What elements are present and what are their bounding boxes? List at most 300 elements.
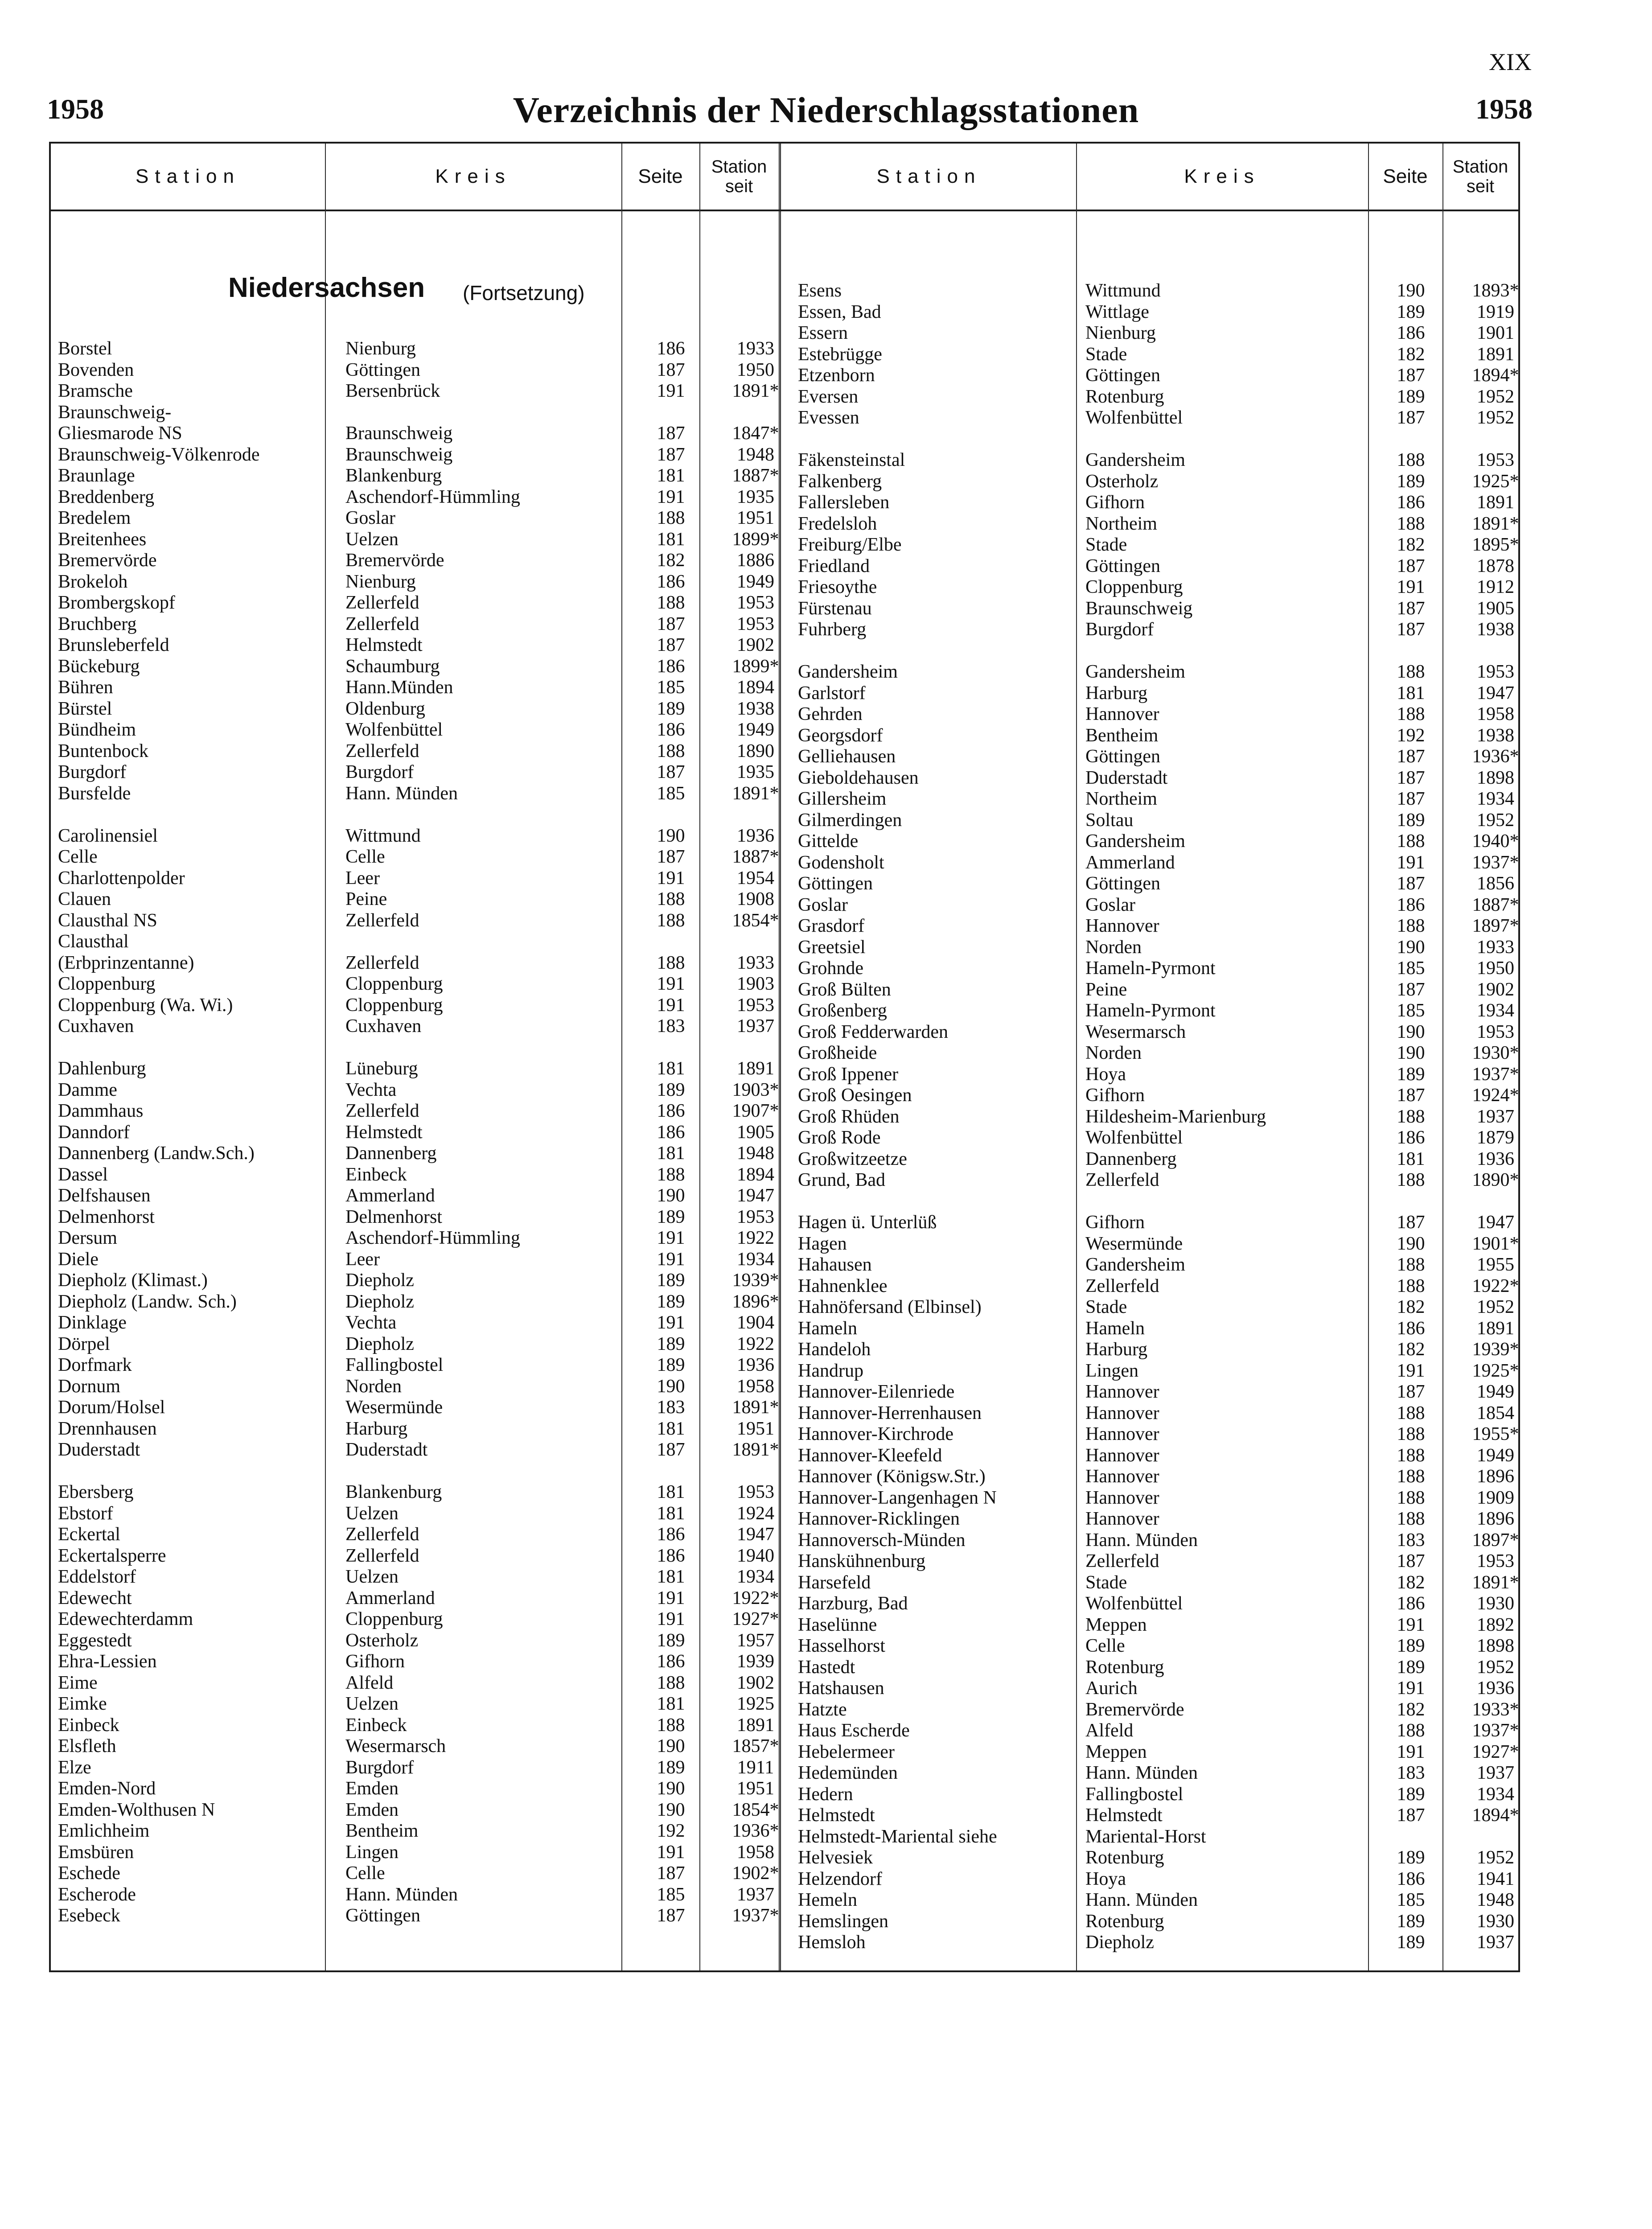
table-row [58, 1842, 780, 1863]
station-since-year: 1922 [737, 1228, 774, 1248]
seite-number: 189 [1397, 1636, 1425, 1656]
seite-number: 191 [1397, 1360, 1425, 1381]
table-row [798, 365, 1520, 386]
table-row [58, 1757, 780, 1778]
station-since-year: 1878 [1477, 555, 1514, 576]
table-row [798, 322, 1520, 344]
station-name: Bramsche [58, 381, 133, 401]
kreis-name: Zellerfeld [1085, 1275, 1159, 1296]
table-row [58, 1715, 780, 1736]
station-since-year: 1903 [737, 974, 774, 994]
kreis-name: Hann. Münden [345, 1884, 458, 1905]
table-row [798, 810, 1520, 831]
kreis-name: Mariental-Horst [1085, 1826, 1206, 1847]
station-since-year: 1899* [732, 529, 779, 550]
station-since-year: 1953 [1477, 1021, 1514, 1042]
station-name: Bursfelde [58, 783, 131, 804]
station-since-year: 1924* [1472, 1085, 1519, 1106]
table-row [798, 344, 1520, 365]
seite-number: 186 [1397, 1593, 1425, 1614]
kreis-name: Uelzen [345, 529, 399, 550]
station-name: Braunschweig-Völkenrode [58, 444, 260, 465]
station-since-year: 1937* [1472, 1720, 1519, 1741]
station-name: Hannover-Langenhagen N [798, 1487, 997, 1508]
station-name: Dannenberg (Landw.Sch.) [58, 1143, 255, 1164]
seite-number: 187 [1397, 598, 1425, 619]
kreis-name: Hameln-Pyrmont [1085, 1000, 1216, 1021]
station-name: Eggestedt [58, 1630, 132, 1651]
station-since-year: 1894 [737, 1164, 774, 1185]
table-row [798, 555, 1520, 577]
station-name: Esens [798, 280, 842, 301]
kreis-name: Vechta [345, 1312, 397, 1333]
station-name: Duderstadt [58, 1439, 140, 1460]
kreis-name: Osterholz [1085, 471, 1159, 492]
seite-number: 188 [1397, 450, 1425, 470]
station-name: Großheide [798, 1043, 877, 1063]
seite-number: 192 [657, 1821, 685, 1841]
seite-number: 186 [1397, 492, 1425, 513]
table-row [58, 1905, 780, 1926]
seite-number: 188 [657, 508, 685, 528]
table-row [58, 1249, 780, 1270]
station-since-year: 1936* [732, 1821, 779, 1841]
station-name: Eckertal [58, 1524, 120, 1545]
kreis-name: Bremervörde [1085, 1699, 1184, 1720]
station-since-year: 1897* [1472, 916, 1519, 936]
kreis-name: Blankenburg [345, 465, 442, 486]
seite-number: 189 [657, 1270, 685, 1291]
station-since-year: 1954 [737, 868, 774, 888]
station-since-year: 1933 [737, 338, 774, 359]
kreis-name: Diepholz [345, 1270, 414, 1291]
table-row [798, 449, 1520, 471]
kreis-name: Burgdorf [345, 1757, 414, 1778]
station-name: Essen, Bad [798, 301, 881, 322]
kreis-name: Göttingen [1085, 365, 1160, 386]
seite-number: 187 [657, 1905, 685, 1926]
table-row [798, 1487, 1520, 1509]
station-name: Goslar [798, 894, 848, 915]
seite-number: 182 [1397, 535, 1425, 555]
station-name: Clausthal NS [58, 910, 157, 931]
table-row [58, 613, 780, 635]
station-name: Gieboldehausen [798, 767, 919, 788]
page-number: XIX [1489, 49, 1532, 75]
station-name: Damme [58, 1079, 117, 1100]
year-left: 1958 [47, 93, 104, 125]
station-since-year: 1891* [732, 783, 779, 804]
station-name: Carolinensiel [58, 825, 158, 846]
table-row [798, 1805, 1520, 1826]
seite-number: 187 [1397, 1085, 1425, 1106]
table-row [58, 804, 780, 825]
station-name: Emlichheim [58, 1821, 150, 1841]
table-row [798, 725, 1520, 746]
station-since-year: 1890* [1472, 1170, 1519, 1190]
seite-number: 189 [657, 1206, 685, 1227]
station-name: Georgsdorf [798, 725, 883, 746]
table-row [798, 1826, 1520, 1847]
station-name: Gandersheim [798, 662, 898, 682]
station-since-year: 1953 [1477, 1551, 1514, 1571]
station-name: Friesoythe [798, 577, 877, 597]
station-name: Hannover-Kirchrode [798, 1424, 954, 1444]
station-since-year: 1934 [737, 1249, 774, 1270]
year-right: 1958 [1475, 93, 1533, 125]
station-name: Borstel [58, 338, 112, 359]
kreis-name: Rotenburg [1085, 1847, 1164, 1868]
station-since-year: 1936 [737, 825, 774, 846]
station-name: Bredelem [58, 508, 131, 528]
station-since-year: 1949 [1477, 1382, 1514, 1402]
station-name: Eversen [798, 386, 859, 407]
station-name: Freiburg/Elbe [798, 535, 902, 555]
seite-number: 187 [657, 444, 685, 465]
kreis-name: Aurich [1085, 1678, 1138, 1698]
seite-number: 188 [1397, 704, 1425, 724]
seite-number: 186 [657, 1122, 685, 1143]
table-row [58, 1884, 780, 1905]
seite-number: 186 [1397, 1318, 1425, 1339]
table-row [798, 1614, 1520, 1636]
station-name: Eimke [58, 1694, 107, 1714]
kreis-name: Wittlage [1085, 301, 1149, 322]
kreis-name: Nienburg [345, 338, 416, 359]
kreis-name: Schaumburg [345, 656, 440, 677]
table-row [798, 1657, 1520, 1678]
station-name: Hannover (Königsw.Str.) [798, 1466, 986, 1487]
kreis-name: Vechta [345, 1079, 397, 1100]
station-name: Dammhaus [58, 1101, 144, 1121]
station-since-year: 1939* [1472, 1339, 1519, 1360]
kreis-name: Wolfenbüttel [345, 720, 443, 740]
station-since-year: 1899* [732, 656, 779, 677]
kreis-name: Delmenhorst [345, 1206, 442, 1227]
station-name: Emden-Nord [58, 1778, 156, 1799]
kreis-name: Einbeck [345, 1164, 407, 1185]
table-row [58, 1693, 780, 1715]
station-name: Helmstedt-Mariental siehe [798, 1826, 997, 1847]
column-header-seit-line1: Station [711, 157, 767, 177]
table-row [58, 338, 780, 359]
station-since-year: 1891 [1477, 492, 1514, 513]
seite-number: 181 [657, 1503, 685, 1524]
station-name: Fäkensteinstal [798, 450, 905, 470]
table-row [58, 698, 780, 720]
station-name: Esebeck [58, 1905, 120, 1926]
station-name: Eschede [58, 1863, 120, 1884]
station-name: Bremervörde [58, 550, 157, 571]
kreis-name: Wolfenbüttel [1085, 1593, 1183, 1614]
station-since-year: 1927* [732, 1609, 779, 1629]
seite-number: 189 [1397, 471, 1425, 492]
kreis-name: Aschendorf-Hümmling [345, 486, 520, 507]
table-row [58, 1820, 780, 1842]
kreis-name: Nienburg [345, 571, 416, 592]
kreis-name: Hoya [1085, 1064, 1126, 1085]
station-since-year: 1902 [737, 1672, 774, 1693]
station-name: Hemeln [798, 1890, 857, 1910]
station-since-year: 1902* [732, 1863, 779, 1884]
kreis-name: Leer [345, 868, 380, 888]
station-since-year: 1935 [737, 486, 774, 507]
table-row [58, 846, 780, 868]
station-name: Fallersleben [798, 492, 890, 513]
kreis-name: Gifhorn [345, 1651, 405, 1672]
station-since-year: 1937* [1472, 852, 1519, 873]
table-row [58, 719, 780, 740]
seite-number: 191 [657, 995, 685, 1016]
seite-number: 186 [657, 720, 685, 740]
station-since-year: 1953 [737, 1482, 774, 1502]
table-row [798, 534, 1520, 555]
station-since-year: 1847* [732, 423, 779, 444]
station-name: Cloppenburg (Wa. Wi.) [58, 995, 233, 1016]
seite-number: 187 [1397, 1805, 1425, 1826]
station-name: Diepholz (Klimast.) [58, 1270, 208, 1291]
station-since-year: 1912 [1477, 577, 1514, 597]
station-name: Fredelsloh [798, 513, 877, 534]
station-since-year: 1909 [1477, 1487, 1514, 1508]
station-since-year: 1937* [1472, 1064, 1519, 1085]
table-row [798, 513, 1520, 535]
station-since-year: 1894* [1472, 365, 1519, 386]
table-row [58, 1037, 780, 1058]
table-row [798, 598, 1520, 619]
station-since-year: 1937 [1477, 1106, 1514, 1127]
table-row [58, 825, 780, 847]
kreis-name: Diepholz [1085, 1932, 1154, 1953]
station-name: Etzenborn [798, 365, 875, 386]
seite-number: 188 [1397, 1509, 1425, 1529]
seite-number: 182 [1397, 1297, 1425, 1317]
station-since-year: 1896 [1477, 1466, 1514, 1487]
kreis-name: Aschendorf-Hümmling [345, 1228, 520, 1248]
seite-number: 191 [1397, 852, 1425, 873]
station-since-year: 1891* [1472, 513, 1519, 534]
station-since-year: 1934 [1477, 789, 1514, 809]
table-row [798, 1593, 1520, 1614]
station-name: Hahnöfersand (Elbinsel) [798, 1297, 982, 1317]
seite-number: 182 [1397, 344, 1425, 365]
seite-number: 188 [657, 740, 685, 761]
seite-number: 189 [1397, 1932, 1425, 1953]
seite-number: 191 [657, 1249, 685, 1270]
station-since-year: 1927* [1472, 1741, 1519, 1762]
seite-number: 188 [1397, 1487, 1425, 1508]
seite-number: 188 [1397, 1275, 1425, 1296]
kreis-name: Gandersheim [1085, 1254, 1185, 1275]
station-since-year: 1941 [1477, 1868, 1514, 1889]
kreis-name: Hannover [1085, 1487, 1159, 1508]
seite-number: 191 [1397, 1678, 1425, 1698]
table-row [58, 571, 780, 592]
kreis-name: Leer [345, 1249, 380, 1270]
station-since-year: 1891 [737, 1058, 774, 1079]
seite-number: 190 [657, 1185, 685, 1206]
station-name: Groß Rode [798, 1127, 881, 1148]
station-name: Groß Rhüden [798, 1106, 900, 1127]
station-since-year: 1952 [1477, 1297, 1514, 1317]
seite-number: 190 [657, 825, 685, 846]
seite-number: 188 [1397, 1466, 1425, 1487]
kreis-name: Gandersheim [1085, 831, 1185, 851]
seite-number: 188 [1397, 831, 1425, 851]
seite-number: 181 [657, 1143, 685, 1164]
column-header-station-seit [1442, 144, 1518, 210]
table-row [798, 619, 1520, 640]
seite-number: 186 [657, 656, 685, 677]
station-since-year: 1896* [732, 1291, 779, 1312]
kreis-name: Emden [345, 1778, 399, 1799]
right-table-body [798, 280, 1520, 1974]
station-name: Hastedt [798, 1657, 855, 1678]
table-row [798, 407, 1520, 428]
seite-number: 182 [1397, 1572, 1425, 1593]
seite-number: 181 [657, 1567, 685, 1587]
seite-number: 190 [657, 1799, 685, 1820]
kreis-name: Hann. Münden [1085, 1890, 1198, 1910]
seite-number: 188 [1397, 1254, 1425, 1275]
station-since-year: 1919 [1477, 301, 1514, 322]
station-since-year: 1894 [737, 677, 774, 698]
kreis-name: Lingen [1085, 1360, 1138, 1381]
seite-number: 189 [657, 1757, 685, 1778]
seite-number: 189 [657, 1630, 685, 1651]
kreis-name: Celle [345, 847, 385, 867]
seite-number: 189 [1397, 1847, 1425, 1868]
kreis-name: Alfeld [1085, 1720, 1134, 1741]
kreis-name: Burgdorf [345, 762, 414, 782]
seite-number: 181 [657, 1482, 685, 1502]
seite-number: 187 [1397, 746, 1425, 767]
station-since-year: 1935 [737, 762, 774, 782]
table-row [798, 1932, 1520, 1953]
kreis-name: Dannenberg [1085, 1148, 1177, 1169]
kreis-name: Ammerland [345, 1587, 435, 1608]
station-since-year: 1953 [737, 1206, 774, 1227]
table-row [58, 423, 780, 444]
station-name: Hagen ü. Unterlüß [798, 1212, 937, 1233]
station-since-year: 1955* [1472, 1424, 1519, 1444]
station-name: Bürstel [58, 698, 112, 719]
column-header-seite: Seite [638, 165, 683, 187]
table-row [798, 576, 1520, 598]
station-name: Eckertalsperre [58, 1545, 166, 1566]
station-since-year: 1886 [737, 550, 774, 571]
kreis-name: Zellerfeld [345, 1101, 419, 1121]
region-note: (Fortsetzung) [463, 281, 585, 304]
kreis-name: Wolfenbüttel [1085, 407, 1183, 428]
station-name: Großwitzeetze [798, 1148, 907, 1169]
station-since-year: 1938 [1477, 725, 1514, 746]
kreis-name: Uelzen [345, 1567, 399, 1587]
seite-number: 185 [657, 1884, 685, 1905]
station-since-year: 1890 [737, 740, 774, 761]
station-since-year: 1938 [737, 698, 774, 719]
station-since-year: 1948 [737, 444, 774, 465]
kreis-name: Cuxhaven [345, 1016, 422, 1036]
kreis-name: Bentheim [345, 1821, 419, 1841]
station-since-year: 1904 [737, 1312, 774, 1333]
station-name: Braunlage [58, 465, 135, 486]
seite-number: 187 [1397, 1382, 1425, 1402]
table-row [798, 1911, 1520, 1932]
station-since-year: 1952 [1477, 1657, 1514, 1678]
station-since-year: 1908 [737, 889, 774, 909]
kreis-name: Duderstadt [345, 1439, 428, 1460]
column-header-station-seit [699, 144, 779, 210]
table-row [798, 1762, 1520, 1784]
kreis-name: Norden [345, 1376, 402, 1397]
kreis-name: Osterholz [345, 1630, 419, 1651]
kreis-name: Stade [1085, 535, 1127, 555]
station-name: Bühren [58, 677, 113, 698]
station-since-year: 1854* [732, 1799, 779, 1820]
kreis-name: Braunschweig [345, 444, 453, 465]
seite-number: 188 [657, 592, 685, 613]
column-header-kreis: Kreis [1184, 165, 1260, 187]
seite-number: 183 [1397, 1763, 1425, 1783]
table-row [798, 1296, 1520, 1318]
station-since-year: 1958 [737, 1842, 774, 1863]
seite-number: 186 [657, 1524, 685, 1545]
seite-number: 185 [657, 677, 685, 698]
station-name: Helmstedt [798, 1805, 875, 1826]
station-since-year: 1953 [737, 613, 774, 634]
kreis-name: Hannover [1085, 1402, 1159, 1423]
table-row [58, 1418, 780, 1439]
table-row [58, 1079, 780, 1101]
seite-number: 189 [657, 1355, 685, 1375]
seite-number: 187 [1397, 407, 1425, 428]
table-row [798, 873, 1520, 894]
table-row [798, 1381, 1520, 1402]
seite-number: 189 [657, 698, 685, 719]
station-since-year: 1905 [737, 1122, 774, 1143]
table-row [798, 1064, 1520, 1085]
station-name: Cloppenburg [58, 974, 156, 994]
station-name: Handeloh [798, 1339, 871, 1360]
seite-number: 188 [1397, 662, 1425, 682]
station-since-year: 1936 [1477, 1148, 1514, 1169]
kreis-name: Rotenburg [1085, 1657, 1164, 1678]
station-name: Cuxhaven [58, 1016, 134, 1036]
table-row [798, 1550, 1520, 1572]
station-since-year: 1958 [737, 1376, 774, 1397]
table-row [798, 1784, 1520, 1805]
table-row [798, 471, 1520, 492]
station-name: Breddenberg [58, 486, 155, 507]
seite-number: 182 [1397, 1699, 1425, 1720]
station-name: Godensholt [798, 852, 884, 873]
station-since-year: 1952 [1477, 386, 1514, 407]
table-row [58, 1016, 780, 1037]
kreis-name: Zellerfeld [1085, 1170, 1159, 1190]
seite-number: 187 [1397, 619, 1425, 640]
table-row [58, 1799, 780, 1821]
table-row [798, 1021, 1520, 1043]
station-since-year: 1933 [1477, 937, 1514, 958]
station-name: Gittelde [798, 831, 859, 851]
seite-number: 181 [1397, 683, 1425, 703]
station-name: Dahlenburg [58, 1058, 146, 1079]
station-since-year: 1934 [1477, 1000, 1514, 1021]
station-name: Diele [58, 1249, 99, 1270]
table-row [798, 1423, 1520, 1445]
table-row [798, 1889, 1520, 1911]
